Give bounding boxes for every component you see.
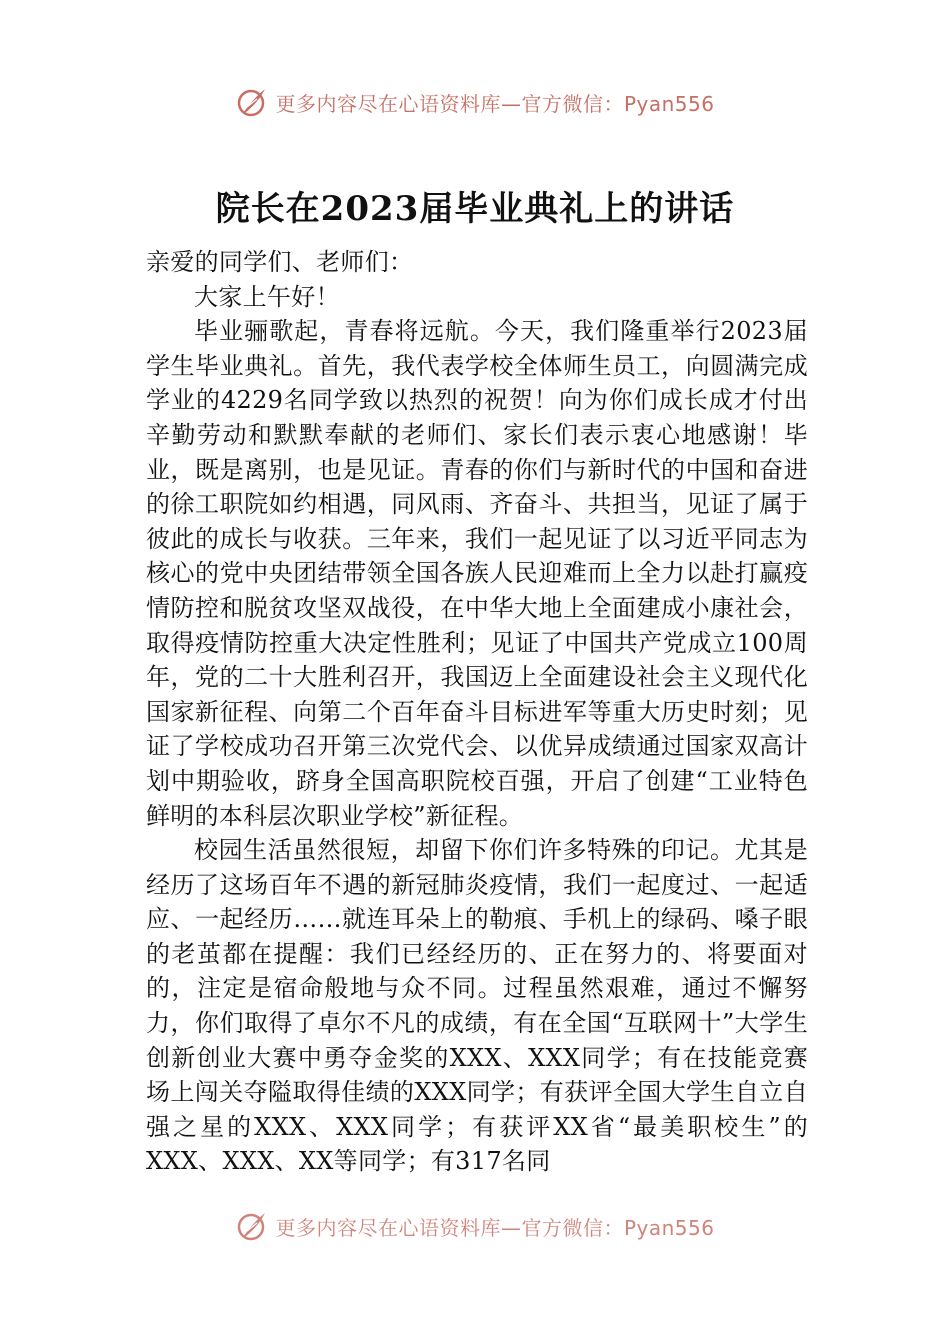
paragraph-2: 校园生活虽然很短，却留下你们许多特殊的印记。尤其是经历了这场百年不遇的新冠肺炎疫情，我们一起度过、一起适应、一起经历……就连耳朵上的勒痕、手机上的绿码、嗓子眼的老茧都在提醒：我们已经经历的、正在努力的、将要面对的，注定是宿命般地与众不同。过程虽然艰难，通过不懈努力，你们取得了卓尔不凡的成绩，有在全国“互联网十”大学生创新创业大赛中勇夺金奖的XXX、XXX同学；有在技能竞赛场上闯关夺隘取得佳绩的XXX同学；有获评全国大学生自立自强之星的XXX、XXX同学；有获评XX省“最美职校生”的XXX、XXX、XX等同学；有317名同	[146, 836, 808, 1176]
salutation: 亲爱的同学们、老师们：	[146, 248, 414, 276]
greeting: 大家上午好！	[194, 282, 340, 311]
quill-logo-icon	[235, 85, 269, 119]
watermark-footer	[0, 1206, 950, 1246]
watermark-header	[0, 82, 950, 122]
watermark-text: 更多内容尽在心语资料库—官方微信：Pyan556	[275, 91, 715, 116]
paragraph-1: 毕业骊歌起，青春将远航。今天，我们隆重举行2023届学生毕业典礼。首先，我代表学校全体师生员工，向圆满完成学业的4229名同学致以热烈的祝贺！向为你们成长成才付出辛勤劳动和默默奉献的老师们、家长们表示衷心地感谢！毕业，既是离别，也是见证。青春的你们与新时代的中国和奋进的徐工职院如约相遇，同风雨、齐奋斗、共担当，见证了属于彼此的成长与收获。三年来，我们一起见证了以习近平同志为核心的党中央团结带领全国各族人民迎难而上全力以赴打赢疫情防控和脱贫攻坚双战役，在中华大地上全面建成小康社会，取得疫情防控重大决定性胜利；见证了中国共产党成立100周年，党的二十大胜利召开，我国迈上全面建设社会主义现代化国家新征程、向第二个百年奋斗目标进军等重大历史时刻；见证了学校成功召开第三次党代会、以优异成绩通过国家双高计划中期验收，跻身全国高职院校百强，开启了创建“工业特色鲜明的本科层次职业学校”新征程。	[146, 317, 808, 830]
document-body	[146, 245, 808, 1213]
body-text-area	[146, 245, 808, 1213]
watermark-text: 更多内容尽在心语资料库—官方微信：Pyan556	[275, 1215, 715, 1240]
quill-logo-icon	[235, 1209, 269, 1243]
document-title: 院长在2023届毕业典礼上的讲话	[215, 189, 735, 229]
